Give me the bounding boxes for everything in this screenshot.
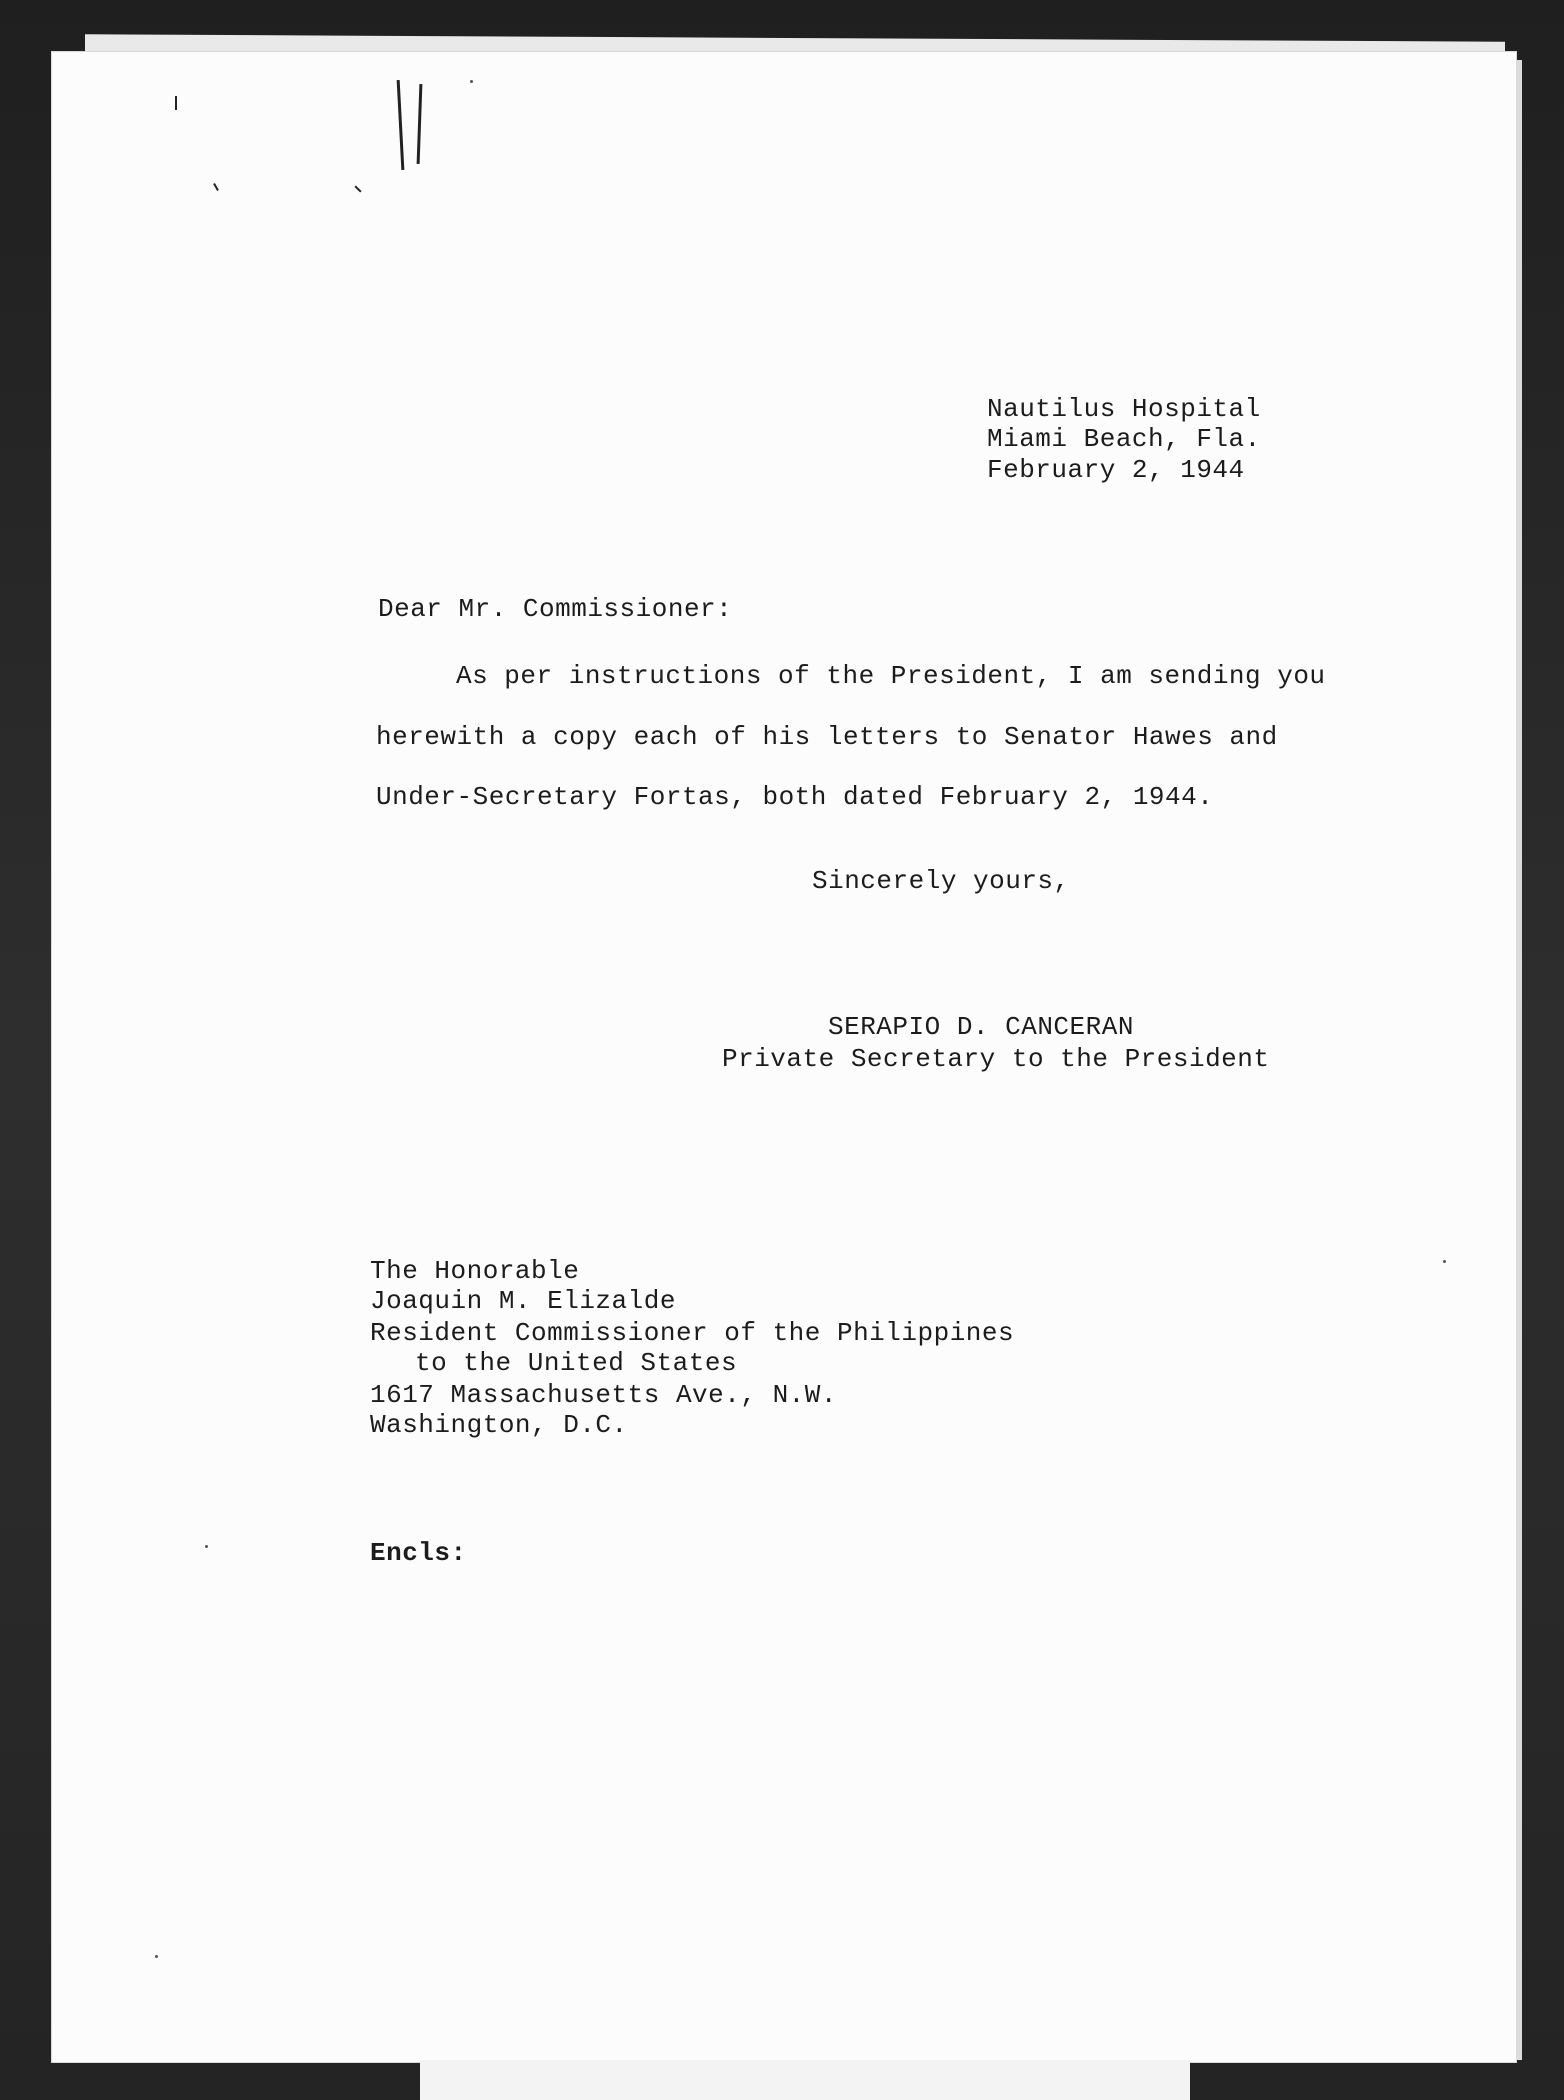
recipient-line1: The Honorable	[370, 1256, 580, 1286]
body-line-1: As per instructions of the President, I am sending you	[456, 661, 1326, 691]
recipient-line6: Washington, D.C.	[370, 1410, 628, 1440]
closing: Sincerely yours,	[812, 866, 1070, 896]
speck	[155, 1955, 158, 1958]
page-bottom-edge	[420, 2060, 1190, 2100]
letter-date: February 2, 1944	[987, 455, 1245, 485]
body-line-3: Under-Secretary Fortas, both dated February 2, 1944.	[376, 782, 1214, 812]
speck	[470, 80, 473, 83]
return-address-line1: Nautilus Hospital	[987, 394, 1261, 424]
page-right-edge	[1516, 60, 1522, 2060]
enclosure-note: Encls:	[370, 1538, 467, 1568]
recipient-line3: Resident Commissioner of the Philippines	[370, 1318, 1015, 1348]
salutation: Dear Mr. Commissioner:	[378, 594, 733, 624]
return-address-line2: Miami Beach, Fla.	[987, 424, 1261, 454]
speck	[1443, 1260, 1446, 1263]
tick-mark	[175, 96, 177, 110]
speck	[205, 1545, 208, 1548]
recipient-line4: to the United States	[415, 1348, 738, 1378]
recipient-line2: Joaquin M. Elizalde	[370, 1286, 676, 1316]
body-line-2: herewith a copy each of his letters to Senator Hawes and	[376, 722, 1278, 752]
recipient-line5: 1617 Massachusetts Ave., N.W.	[370, 1380, 837, 1410]
signer-name: SERAPIO D. CANCERAN	[828, 1012, 1134, 1042]
signer-title: Private Secretary to the President	[722, 1044, 1270, 1074]
